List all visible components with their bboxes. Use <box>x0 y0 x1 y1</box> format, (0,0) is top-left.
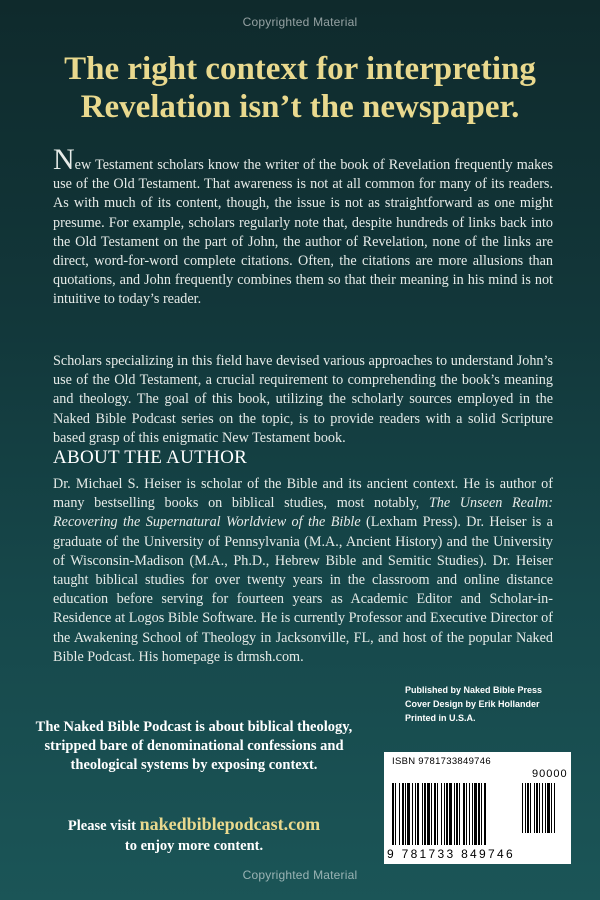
barcode-icon <box>392 783 564 845</box>
about-text-before: Dr. Michael S. Heiser is scholar of the Bible and its ancient context. He is author of many bestselling books on biblical studies, most notably, <box>53 476 553 512</box>
isbn-label: ISBN 9781733849746 <box>392 756 491 767</box>
visit-suffix: to enjoy more content. <box>124 838 264 854</box>
cover-design-line: Cover Design by Erik Hollander <box>405 699 540 709</box>
ean-digits: 9 781733 849746 <box>387 847 515 861</box>
book-title: The Unseen Realm: Recovering the Supernatural Worldview of the Bible <box>53 495 553 531</box>
barcode-box <box>384 752 571 864</box>
drop-cap: N <box>53 143 75 176</box>
price-code: 90000 <box>532 768 568 780</box>
podcast-blurb: The Naked Bible Podcast is about biblical theology, stripped bare of denominational confessions and theological systems by exposing context. <box>35 719 353 773</box>
about-text-after: (Lexham Press). Dr. Heiser is a graduate of the University of Pennsylvania (M.A., Ancient History) and the University of Wisconsin-Madison (M.A., Ph.D., Hebrew Bible and Semitic Studies). Dr. Heiser taught biblical studies for over twenty years in the classroom and online distance education before serving for fourteen years as Academic Editor and Scholar-in-Residence at Logos Bible Software. He is currently Professor and Executive Director of the Awakening School of Theology in Jacksonville, FL, and host of the popular Naked Bible Podcast. His homepage is drmsh.com. <box>53 514 553 665</box>
visit-line <box>34 814 354 836</box>
intro-paragraph-2: Scholars specializing in this field have devised various approaches to understand John’s use of the Old Testament, a crucial requirement to comprehending the book’s meaning and theology. The goal of this book, utilizing the scholarly sources employed in the Naked Bible Podcast series on the topic, is to provide readers with a solid Scripture based grasp of this enigmatic New Testament book. <box>53 353 553 446</box>
publisher-credits <box>405 683 565 725</box>
about-author-heading: ABOUT THE AUTHOR <box>53 447 248 468</box>
website-link[interactable]: nakedbiblepodcast.com <box>139 814 321 834</box>
watermark-bottom: Copyrighted Material <box>242 868 358 882</box>
visit-block <box>34 814 354 856</box>
intro-paragraph-1-text: ew Testament scholars know the writer of the book of Revelation frequently makes use of the Old Testament. That awareness is not at all common for many of its readers. As with much of its content, though, the issue is not as straightforward as one might presume. For example, scholars regularly note that, despite hundreds of links back into the Old Testament on the part of John, the author of Revelation, none of the links are direct, word-for-word complete citations. Often, the citations are more allusions than quotations, and John frequently combines them so that their meaning in his mind is not intuitive to today’s reader. <box>53 157 553 308</box>
intro-paragraph-1 <box>53 143 553 310</box>
visit-prefix: Please visit <box>67 818 136 834</box>
printed-line: Printed in U.S.A. <box>405 713 476 723</box>
headline: The right context for interpreting Revelation isn’t the newspaper. <box>64 51 536 125</box>
about-author-text <box>53 475 553 667</box>
publisher-line: Published by Naked Bible Press <box>405 685 543 695</box>
watermark-top: Copyrighted Material <box>242 15 358 29</box>
